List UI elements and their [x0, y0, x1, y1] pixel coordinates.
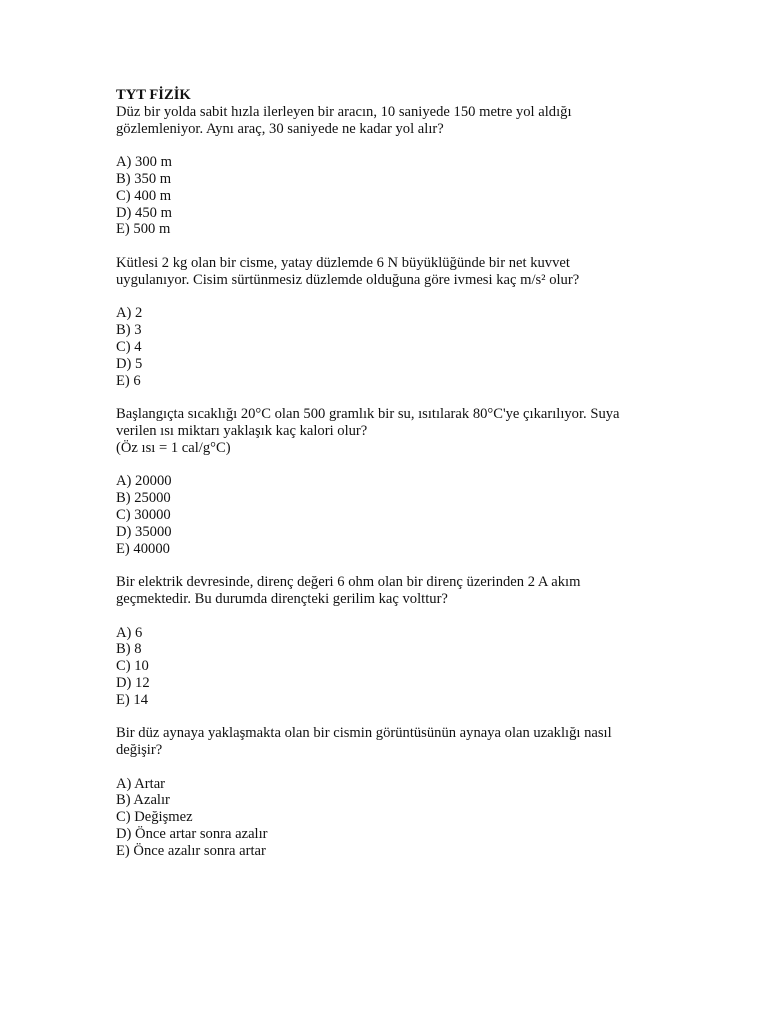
answer-option-a: A) 300 m — [116, 154, 172, 171]
answer-option-d: D) 12 — [116, 674, 150, 691]
question-4 — [116, 574, 676, 708]
answer-option-e: E) 14 — [116, 691, 149, 708]
answer-option-a: A) 2 — [116, 305, 143, 322]
question-line: Bir düz aynaya yaklaşmakta olan bir cismin görüntüsünün aynaya olan uzaklığı nasıl — [116, 725, 612, 742]
answer-option-e: E) Önce azalır sonra artar — [116, 842, 266, 859]
answer-options — [116, 305, 676, 389]
question-text — [116, 104, 676, 138]
answer-option-d: D) 450 m — [116, 204, 172, 221]
answer-option-d: D) Önce artar sonra azalır — [116, 826, 268, 843]
question-text — [116, 725, 676, 759]
answer-option-d: D) 35000 — [116, 523, 172, 540]
question-text — [116, 255, 676, 289]
answer-options — [116, 154, 676, 238]
answer-option-e: E) 500 m — [116, 221, 171, 238]
question-line: Bir elektrik devresinde, direnç değeri 6 ohm olan bir direnç üzerinden 2 A akım — [116, 574, 581, 591]
answer-options — [116, 473, 676, 557]
answer-option-e: E) 40000 — [116, 540, 170, 557]
answer-option-c: C) Değişmez — [116, 809, 193, 826]
answer-option-c: C) 400 m — [116, 187, 172, 204]
answer-option-b: B) 350 m — [116, 170, 172, 187]
question-3 — [116, 406, 676, 557]
question-line: Kütlesi 2 kg olan bir cisme, yatay düzlemde 6 N büyüklüğünde bir net kuvvet — [116, 254, 570, 271]
answer-option-c: C) 4 — [116, 338, 142, 355]
question-line: geçmektedir. Bu durumda dirençteki gerilim kaç volttur? — [116, 590, 448, 607]
answer-option-a: A) 6 — [116, 624, 143, 641]
question-line: Başlangıçta sıcaklığı 20°C olan 500 gramlık bir su, ısıtılarak 80°C'ye çıkarılıyor. Suya — [116, 406, 620, 423]
answer-option-e: E) 6 — [116, 372, 141, 389]
answer-option-d: D) 5 — [116, 355, 143, 372]
question-text — [116, 574, 676, 608]
question-line: değişir? — [116, 742, 163, 759]
answer-option-b: B) 25000 — [116, 490, 171, 507]
answer-options — [116, 776, 676, 860]
question-1 — [116, 104, 676, 238]
question-5 — [116, 725, 676, 859]
answer-option-b: B) 3 — [116, 322, 142, 339]
answer-option-c: C) 10 — [116, 658, 149, 675]
question-line: verilen ısı miktarı yaklaşık kaç kalori olur? — [116, 422, 368, 439]
answer-option-b: B) 8 — [116, 641, 142, 658]
question-2 — [116, 255, 676, 389]
question-line: gözlemleniyor. Aynı araç, 30 saniyede ne kadar yol alır? — [116, 120, 444, 137]
question-line: (Öz ısı = 1 cal/g°C) — [116, 439, 231, 456]
answer-option-a: A) 20000 — [116, 473, 172, 490]
answer-options — [116, 625, 676, 709]
answer-option-a: A) Artar — [116, 775, 166, 792]
document-page — [116, 87, 676, 876]
answer-option-b: B) Azalır — [116, 792, 170, 809]
answer-option-c: C) 30000 — [116, 506, 171, 523]
question-text — [116, 406, 676, 456]
document-title: TYT FİZİK — [116, 87, 191, 103]
question-line: uygulanıyor. Cisim sürtünmesiz düzlemde olduğuna göre ivmesi kaç m/s² olur? — [116, 271, 580, 288]
question-line: Düz bir yolda sabit hızla ilerleyen bir aracın, 10 saniyede 150 metre yol aldığı — [116, 103, 572, 120]
